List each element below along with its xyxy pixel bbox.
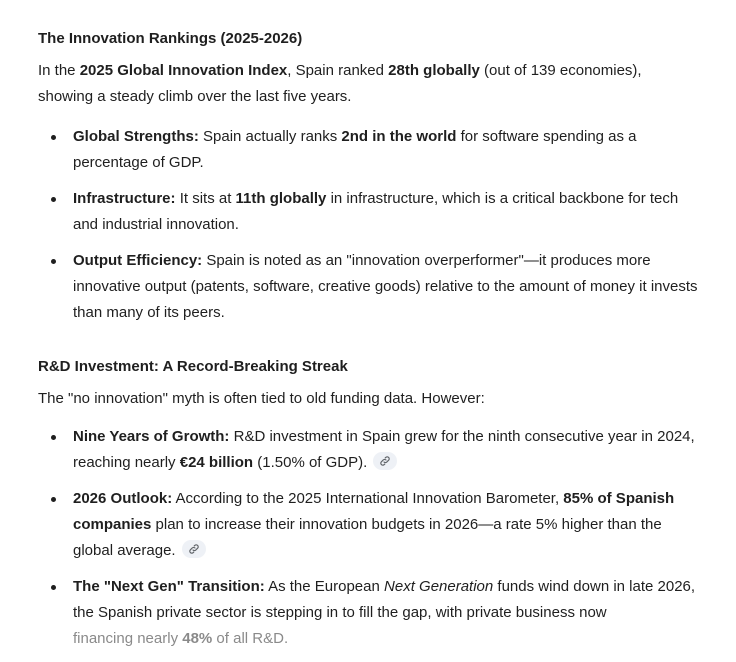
link-icon (379, 455, 391, 467)
list-item-output-efficiency: Output Efficiency: Spain is noted as an "innovation overperformer"—it produces more innovative output (patents, software, creative goods) relative to the amount of money it invests than many of its peers. (38, 248, 698, 326)
rd-investment-list (38, 424, 698, 652)
list-item-global-strengths: Global Strengths: Spain actually ranks 2nd in the world for software spending as a percentage of GDP. (38, 124, 698, 176)
source-link-button[interactable] (373, 452, 397, 470)
list-item-next-gen-transition: The "Next Gen" Transition: As the European Next Generation funds wind down in late 2026, the Spanish private sector is stepping in to fill the gap, with private business now financing nearly 48% of all R&D. (38, 574, 698, 652)
rd-investment-intro: The "no innovation" myth is often tied to old funding data. However: (38, 390, 485, 407)
innovation-rankings-intro: In the 2025 Global Innovation Index, Spain ranked 28th globally (out of 139 economies), showing a steady climb over the last five years. (38, 62, 642, 105)
section-heading-rd-investment: R&D Investment: A Record-Breaking Streak (38, 358, 348, 375)
response-content (38, 28, 698, 662)
streaming-fade-text: financing nearly 48% of all R&D. (73, 630, 289, 647)
section-heading-innovation-rankings: The Innovation Rankings (2025-2026) (38, 30, 303, 47)
list-item-2026-outlook: 2026 Outlook: According to the 2025 International Innovation Barometer, 85% of Spanish companies plan to increase their innovation budgets in 2026—a rate 5% higher than the global average. (38, 486, 698, 564)
link-icon (188, 543, 200, 555)
list-item-nine-years-growth: Nine Years of Growth: R&D investment in Spain grew for the ninth consecutive year in 2024, reaching nearly €24 billion (1.50% of GDP). (38, 424, 698, 476)
list-item-infrastructure: Infrastructure: It sits at 11th globally in infrastructure, which is a critical backbone for tech and industrial innovation. (38, 186, 698, 238)
source-link-button[interactable] (182, 540, 206, 558)
innovation-rankings-list (38, 124, 698, 326)
